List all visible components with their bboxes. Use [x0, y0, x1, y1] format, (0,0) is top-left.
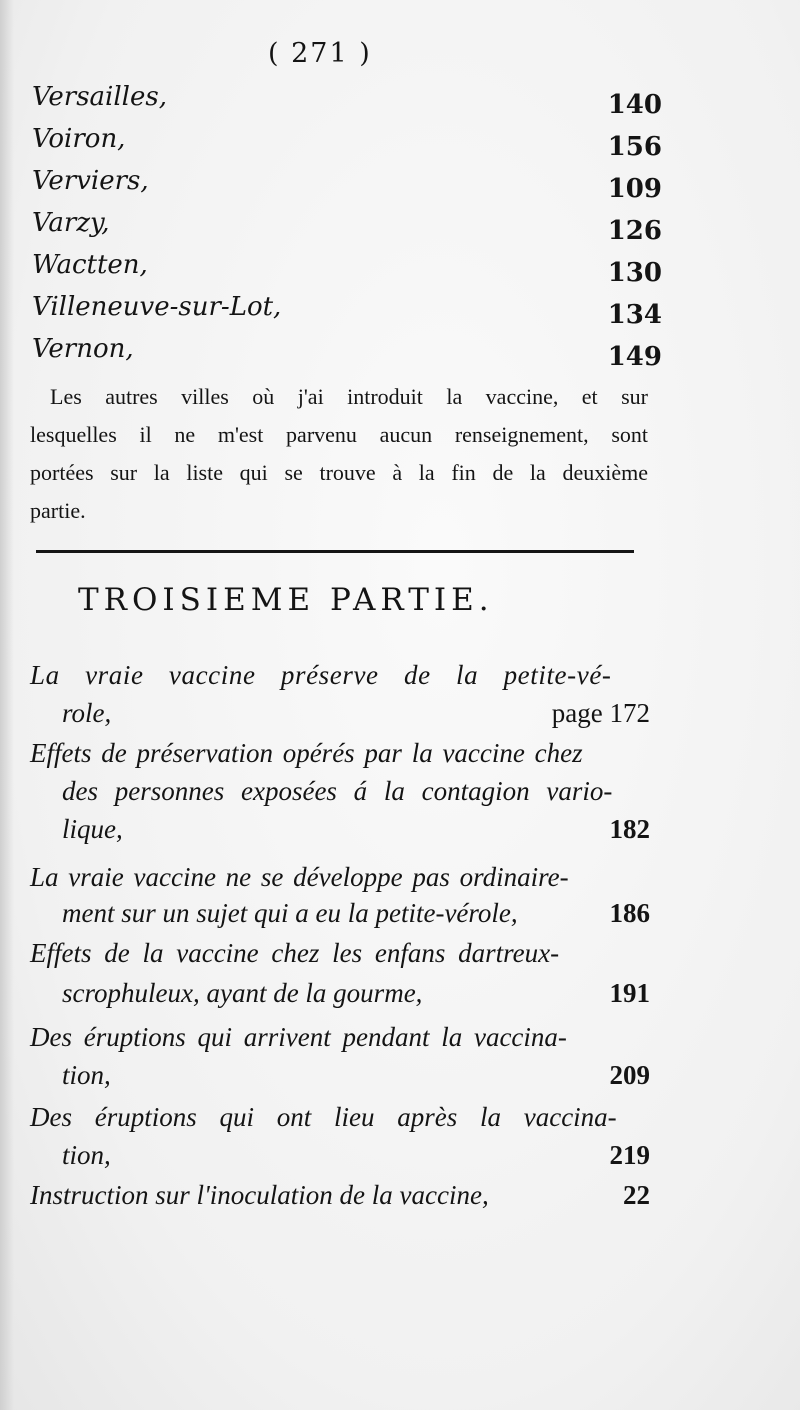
place-number: 134 [607, 300, 662, 330]
place-name: Versailles, [32, 82, 167, 112]
place-name: Varzy, [32, 208, 110, 238]
list-item [32, 250, 662, 290]
section-divider [36, 550, 634, 553]
place-number: 109 [607, 174, 662, 204]
list-item [32, 124, 662, 164]
paragraph-line: portées sur la liste qui se trouve à la fin de la deuxième [30, 460, 648, 485]
toc-page-number: 182 [609, 814, 650, 844]
list-item [32, 334, 662, 374]
toc-page-number: 186 [609, 898, 650, 928]
toc-entry-line: des personnes exposées á la contagion vario- [62, 776, 613, 806]
body-paragraph [30, 378, 648, 530]
toc-entry-line: ment sur un sujet qui a eu la petite-vérole, [62, 898, 518, 928]
toc-entry-line: tion, [62, 1060, 111, 1090]
place-number: 156 [607, 132, 662, 162]
place-number: 140 [607, 90, 662, 120]
binding-shadow [0, 0, 14, 1410]
toc-entry-line: Effets de la vaccine chez les enfans dartreux- [30, 938, 560, 968]
toc-entry-line: scrophuleux, ayant de la gourme, [62, 978, 423, 1008]
list-item [32, 166, 662, 206]
toc-page-number: 209 [609, 1060, 650, 1090]
place-number: 126 [607, 216, 662, 246]
list-item [32, 82, 662, 122]
paragraph-line: Les autres villes où j'ai introduit la vaccine, et sur [50, 384, 648, 409]
section-heading: TROISIEME PARTIE. [78, 582, 494, 618]
toc-entry-line: La vraie vaccine préserve de la petite-vé- [30, 660, 612, 690]
toc-page-number: 191 [609, 978, 650, 1008]
list-item [32, 292, 662, 332]
toc-entry-line: Instruction sur l'inoculation de la vaccine, [30, 1180, 489, 1210]
toc-page-number: page 172 [551, 698, 650, 728]
list-item [32, 208, 662, 248]
toc-entry-line: role, [62, 698, 112, 728]
toc-entry-line: Des éruptions qui arrivent pendant la vaccina- [30, 1022, 567, 1052]
toc-page-number: 219 [609, 1140, 650, 1170]
place-name: Vernon, [32, 334, 134, 364]
toc-entry-line: Des éruptions qui ont lieu après la vaccina- [30, 1102, 617, 1132]
toc-entry-line: La vraie vaccine ne se développe pas ordinaire- [30, 862, 569, 892]
toc-entry-line: lique, [62, 814, 123, 844]
place-name: Voiron, [32, 124, 126, 154]
toc-page-number: 22 [623, 1180, 650, 1210]
place-name: Villeneuve-sur-Lot, [32, 292, 282, 322]
paragraph-line: partie. [30, 498, 86, 523]
paragraph-line: lesquelles il ne m'est parvenu aucun renseignement, sont [30, 422, 648, 447]
toc-entry-line: Effets de préservation opérés par la vaccine chez [30, 738, 583, 768]
place-name: Verviers, [32, 166, 149, 196]
place-number: 149 [607, 342, 662, 372]
page-number: ( 271 ) [268, 38, 372, 69]
place-number: 130 [607, 258, 662, 288]
toc-entry-line: tion, [62, 1140, 111, 1170]
place-name: Wactten, [32, 250, 148, 280]
